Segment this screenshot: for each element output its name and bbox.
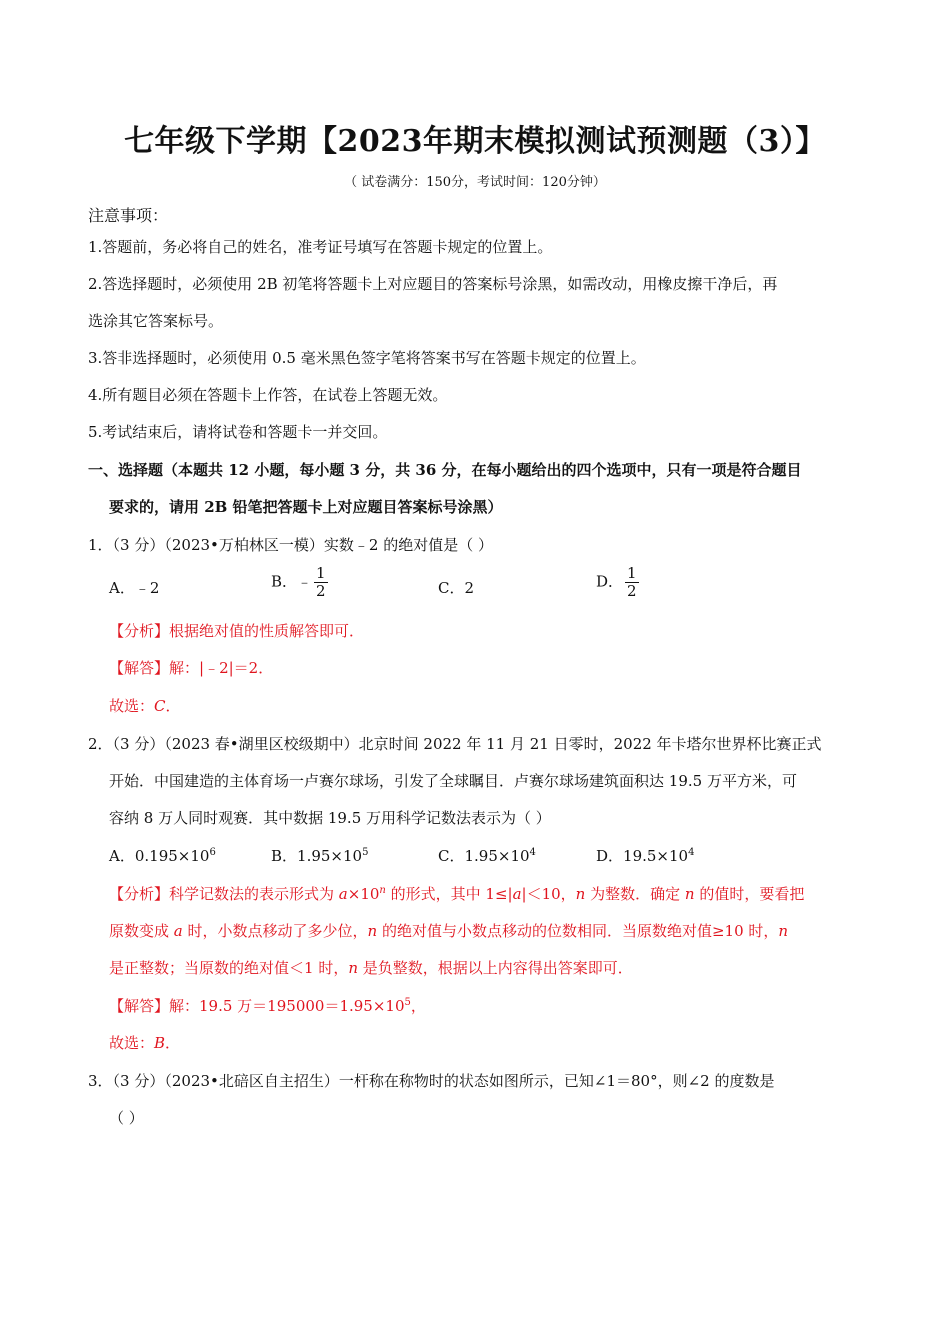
question-2-stem: 2．（3 分）（2023 春•湖里区校级期中）北京时间 2022 年 11 月 21 日零时，2022 年卡塔尔世界杯比赛正式 [88, 735, 822, 753]
q2-analysis-cont [109, 921, 788, 941]
choice-suffix: ． [165, 697, 181, 715]
q2-option-a [109, 846, 216, 866]
option-text: B．1.95×10 [271, 847, 363, 865]
answer-tag: 【解答】 [109, 659, 170, 677]
variable-n: n [684, 885, 695, 903]
analysis-text: 科学记数法的表示形式为 [169, 885, 339, 903]
question-3-stem: 3．（3 分）（2023•北碚区自主招生）一杆称在称物时的状态如图所示，已知∠1＝80°，则∠2 的度数是 [88, 1072, 775, 1090]
q1-option-d-label: D． [596, 572, 624, 591]
answer-tag: 【解答】 [109, 997, 170, 1015]
q1-analysis [109, 621, 364, 641]
answer-text: 解：19.5 万＝195000＝1.95×10 [169, 997, 405, 1015]
analysis-text: 为整数．确定 [585, 885, 685, 903]
analysis-text: 根据绝对值的性质解答即可． [169, 622, 365, 640]
variable-n: n [348, 959, 358, 977]
variable-a: a [173, 922, 183, 940]
q2-option-c [438, 846, 536, 866]
notice-heading: 注意事项： [88, 206, 169, 225]
choice-label: 故选： [109, 697, 155, 715]
q1-option-d [596, 565, 639, 600]
answer-text: 解：|﹣2|＝2． [169, 659, 274, 677]
analysis-tag: 【分析】 [109, 622, 170, 640]
analysis-text: 的值时，要看把 [694, 885, 805, 903]
analysis-text: 时，小数点移动了多少位， [182, 922, 368, 940]
variable-n: n [575, 885, 586, 903]
q2-option-d [596, 846, 694, 866]
denominator: 2 [316, 582, 326, 600]
option-text: C．1.95×10 [438, 847, 530, 865]
exponent: 4 [529, 847, 536, 858]
exponent: 6 [209, 847, 216, 858]
choice-letter: B [154, 1034, 166, 1052]
analysis-text: 是负整数，根据以上内容得出答案即可． [358, 959, 633, 977]
variable-a: a [338, 885, 348, 903]
analysis-text: 原数变成 [109, 922, 174, 940]
q1-answer [109, 658, 273, 678]
notice-item: 选涂其它答案标号。 [88, 312, 224, 330]
question-2-stem-cont: 容纳 8 万人同时观赛．其中数据 19.5 万用科学记数法表示为（ ） [109, 809, 551, 827]
q2-choice [109, 1033, 180, 1053]
question-2-stem-cont: 开始．中国建造的主体育场一卢赛尔球场，引发了全球瞩目．卢赛尔球场建筑面积达 19.5 万平方米，可 [109, 772, 797, 790]
q1-option-a: A．﹣2 [109, 579, 160, 597]
section-heading-cont: 要求的，请用 2B 铅笔把答题卡上对应题目答案标号涂黑） [109, 498, 503, 516]
notice-item: 4.所有题目必须在答题卡上作答，在试卷上答题无效。 [88, 386, 448, 404]
choice-label: 故选： [109, 1034, 155, 1052]
option-text: A．0.195×10 [109, 847, 210, 865]
analysis-text: 的形式，其中 1≤| [385, 885, 513, 903]
option-text: D．19.5×10 [596, 847, 689, 865]
q1-option-b-label: B．﹣ [271, 572, 313, 591]
q1-choice [109, 696, 181, 716]
exponent: 5 [404, 997, 411, 1008]
question-1-stem: 1．（3 分）（2023•万柏林区一模）实数﹣2 的绝对值是（ ） [88, 536, 493, 554]
notice-item: 3.答非选择题时，必须使用 0.5 毫米黑色签字笔将答案书写在答题卡规定的位置上。 [88, 349, 646, 367]
q2-answer [109, 996, 426, 1016]
answer-suffix: ， [410, 997, 426, 1015]
analysis-text: ×10 [347, 885, 380, 903]
q2-analysis-cont [109, 958, 633, 978]
numerator: 1 [627, 564, 637, 582]
choice-suffix: ． [165, 1034, 181, 1052]
denominator: 2 [627, 582, 637, 600]
variable-n: n [379, 885, 386, 896]
analysis-text: 的绝对值与小数点移动的位数相同．当原数绝对值≥10 时， [377, 922, 779, 940]
notice-item: 1.答题前，务必将自己的姓名，准考证号填写在答题卡规定的位置上。 [88, 238, 553, 256]
page-title: 七年级下学期【2023年期末模拟测试预测题（3）】 [124, 124, 826, 159]
section-heading: 一、选择题（本题共 12 小题，每小题 3 分，共 36 分，在每小题给出的四个选项中，只有一项是符合题目 [88, 461, 802, 479]
q1-option-d-fraction [625, 565, 639, 600]
q2-analysis [109, 884, 804, 904]
q1-option-c: C．2 [438, 579, 475, 597]
variable-n: n [778, 922, 789, 940]
notice-item: 5.考试结束后，请将试卷和答题卡一并交回。 [88, 423, 388, 441]
exam-info: （ 试卷满分：150分，考试时间：120分钟） [344, 175, 606, 190]
choice-letter: C [154, 697, 166, 715]
q2-option-b [271, 846, 368, 866]
notice-item: 2.答选择题时，必须使用 2B 初笔将答题卡上对应题目的答案标号涂黑，如需改动，用橡皮擦干净后，再 [88, 275, 778, 293]
variable-a: a [512, 885, 522, 903]
exponent: 4 [688, 847, 695, 858]
exponent: 5 [362, 847, 369, 858]
question-3-stem-cont: （ ） [109, 1109, 144, 1127]
analysis-text: 是正整数；当原数的绝对值＜1 时， [109, 959, 349, 977]
q1-option-b [271, 565, 328, 600]
variable-n: n [367, 922, 378, 940]
q1-option-b-fraction [314, 565, 328, 600]
analysis-text: |＜10， [521, 885, 576, 903]
analysis-tag: 【分析】 [109, 885, 170, 903]
numerator: 1 [316, 564, 326, 582]
